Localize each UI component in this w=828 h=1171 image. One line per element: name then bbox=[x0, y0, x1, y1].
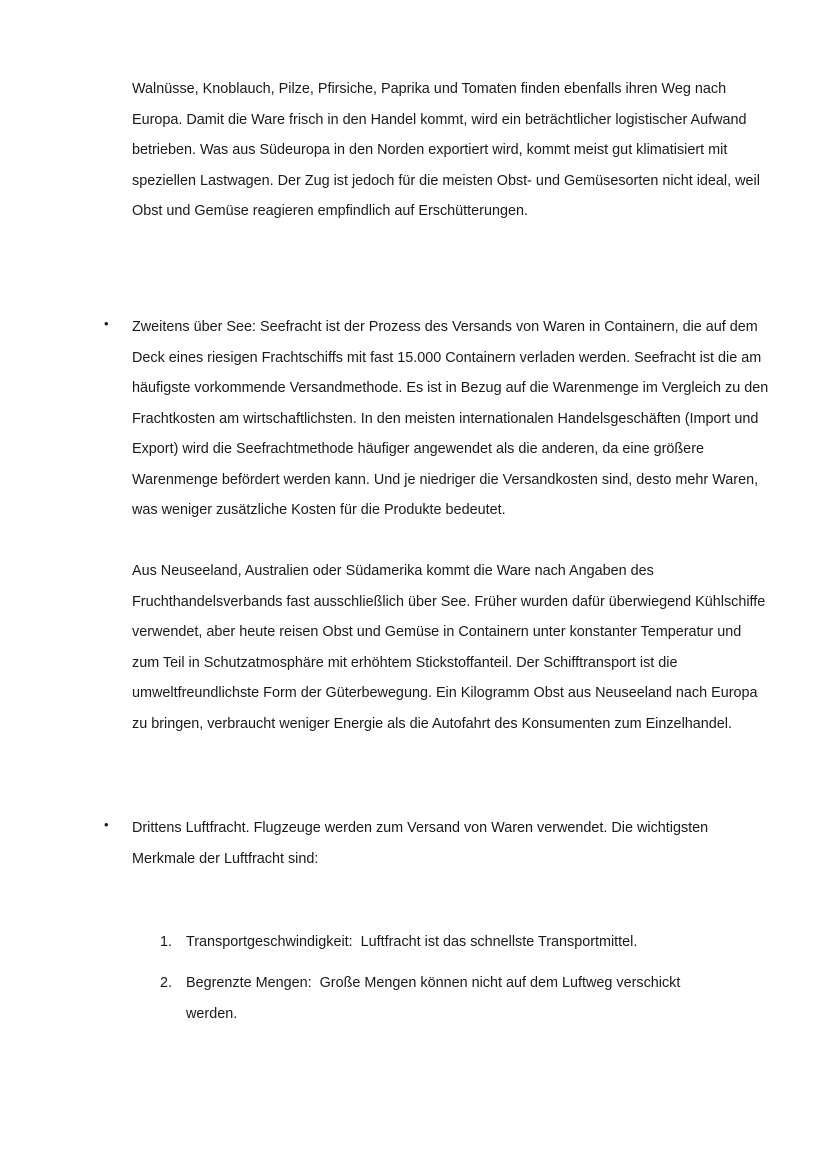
intro-paragraph: Walnüsse, Knoblauch, Pilze, Pfirsiche, Paprika und Tomaten finden ebenfalls ihren Weg nach Europa. Damit die Ware frisch in den Handel kommt, wird ein beträchtlicher logistischer Aufwand betrieben. Was aus Südeuropa in den Norden exportiert wird, kommt meist gut klimatisiert mit speziellen Lastwagen. Der Zug ist jedoch für die meisten Obst- und Gemüsesorten nicht ideal, weil Obst und Gemüse reagieren empfindlich auf Erschütterungen. bbox=[132, 81, 760, 219]
list-item-content bbox=[186, 927, 734, 958]
list-item-number: 2. bbox=[160, 975, 173, 991]
bullet-air-freight: • bbox=[104, 817, 109, 832]
list-item-number: 1. bbox=[160, 934, 173, 950]
list-item-text: Luftfracht ist das schnellste Transportmittel. bbox=[360, 934, 638, 950]
sea-freight-origin-paragraph: Aus Neuseeland, Australien oder Südamerika kommt die Ware nach Angaben des Fruchthandelsverbands fast ausschließlich über See. Früher wurden dafür überwiegend Kühlschiffe verwendet, aber heute reisen Obst und Gemüse in Containern unter konstanter Temperatur und zum Teil in Schutzatmosphäre mit erhöhtem Stickstoffanteil. Der Schifftransport ist die umweltfreundlichste Form der Güterbewegung. Ein Kilogramm Obst aus Neuseeland nach Europa zu bringen, verbraucht weniger Energie als die Autofahrt des Konsumenten zum Einzelhandel. bbox=[132, 563, 766, 732]
sea-freight-paragraph: Zweitens über See: Seefracht ist der Prozess des Versands von Waren in Containern, die auf dem Deck eines riesigen Frachtschiffs mit fast 15.000 Containern verladen werden. Seefracht ist die am häufigste vorkommende Versandmethode. Es ist in Bezug auf die Warenmenge im Vergleich zu den Frachtkosten am wirtschaftlichsten. In den meisten internationalen Handelsgeschäften (Import und Export) wird die Seefrachtmethode häufiger angewendet als die anderen, da eine größere Warenmenge befördert werden kann. Und je niedriger die Versandkosten sind, desto mehr Waren, was weniger zusätzliche Kosten für die Produkte bedeutet. bbox=[132, 319, 769, 518]
list-item-content bbox=[186, 968, 734, 1029]
list-item-label: Begrenzte Mengen: bbox=[186, 975, 312, 991]
bullet-sea-freight: • bbox=[104, 316, 109, 331]
list-item-label: Transportgeschwindigkeit: bbox=[186, 934, 353, 950]
list-item-text: Große Mengen können nicht auf dem Luftweg verschickt werden. bbox=[186, 975, 681, 1022]
air-freight-paragraph: Drittens Luftfracht. Flugzeuge werden zum Versand von Waren verwendet. Die wichtigsten Merkmale der Luftfracht sind: bbox=[132, 820, 709, 867]
